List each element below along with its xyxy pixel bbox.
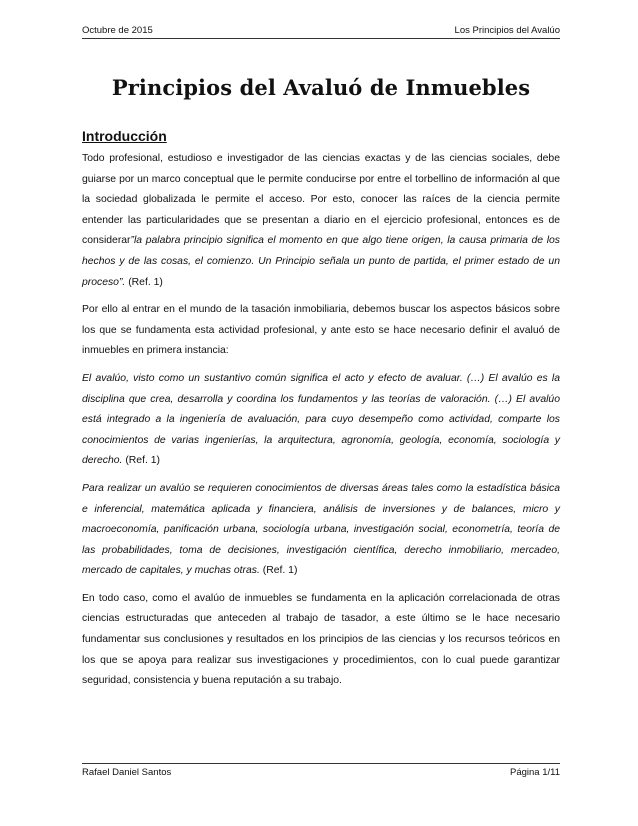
paragraph-3-reference: (Ref. 1) — [122, 455, 160, 467]
paragraph-1 — [82, 149, 560, 293]
footer-page-number: Página 1/11 — [509, 767, 560, 778]
paragraph-2: Por ello al entrar en el mundo de la tasación inmobiliaria, debemos buscar los aspectos básicos sobre los que se fundamenta esta actividad profesional, y ante esto se hace necesario definir el avaluó de inmuebles en primera instancia: — [82, 304, 560, 357]
page-header — [82, 21, 560, 39]
paragraph-4 — [82, 479, 560, 582]
paragraph-3-quote: El avalúo, visto como un sustantivo común significa el acto y efecto de avaluar. (…) El avalúo es la disciplina que crea, desarrolla y coordina los fundamentos y las teorías de valoración. (…) El avalúo está integrado a la ingeniería de avaluación, para cuyo desempeño como actividad, comparte los conocimientos de varias ingenierías, la arquitectura, agronomía, geología, economía, sociología y derecho. — [82, 372, 560, 467]
paragraph-4-reference: (Ref. 1) — [259, 565, 298, 577]
footer-author: Rafael Daniel Santos — [82, 767, 172, 778]
paragraph-1-text: Todo profesional, estudioso e investigador de las ciencias exactas y de las ciencias sociales, debe guiarse por un marco conceptual que le permite conducirse por entre el torbellino de información al que la sociedad globalizada le permite el acceso. Por esto, conocer las raíces de la ciencia permite entender las particularidades que se presentan a diario en el ejercicio profesional, entonces es de considerar — [82, 153, 560, 247]
document-title: Principios del Avaluó de Inmuebles — [111, 75, 531, 100]
section-heading-introduccion: Introducción — [82, 128, 167, 144]
paragraph-3 — [82, 369, 560, 472]
paragraph-1-reference: (Ref. 1) — [125, 276, 163, 288]
paragraph-4-quote: Para realizar un avalúo se requieren conocimientos de diversas áreas tales como la estadística básica e inferencial, matemática aplicada y financiera, análisis de inversiones y de balances, micro y macroeconomía, panificación urbana, sociología urbana, investigación social, econometría, teoría de las probabilidades, toma de decisiones, investigación científica, derecho inmobiliario, mercadeo, mercado de capitales, y muchas otras. — [82, 482, 560, 577]
document-body — [82, 126, 560, 699]
paragraph-5: En todo caso, como el avalúo de inmuebles se fundamenta en la aplicación correlacionada de otras ciencias estructuradas que anteceden al trabajo de tasador, a este último se le hace necesario fundamentar sus conclusiones y resultados en los principios de las ciencias y los recursos teóricos en los que se apoya para realizar sus investigaciones y procedimientos, con lo cual puede garantizar seguridad, consistencia y buena reputación a su trabajo. — [82, 592, 560, 687]
header-document-title: Los Principios del Avalúo — [454, 25, 560, 36]
header-date: Octubre de 2015 — [82, 25, 153, 36]
page-footer — [82, 763, 560, 781]
paragraph-1-quote: ”la palabra principio significa el momento en que algo tiene origen, la causa primaria de los hechos y de las cosas, el comienzo. Un Principio señala un punto de partida, el primer estado de un proceso”. — [82, 235, 560, 288]
